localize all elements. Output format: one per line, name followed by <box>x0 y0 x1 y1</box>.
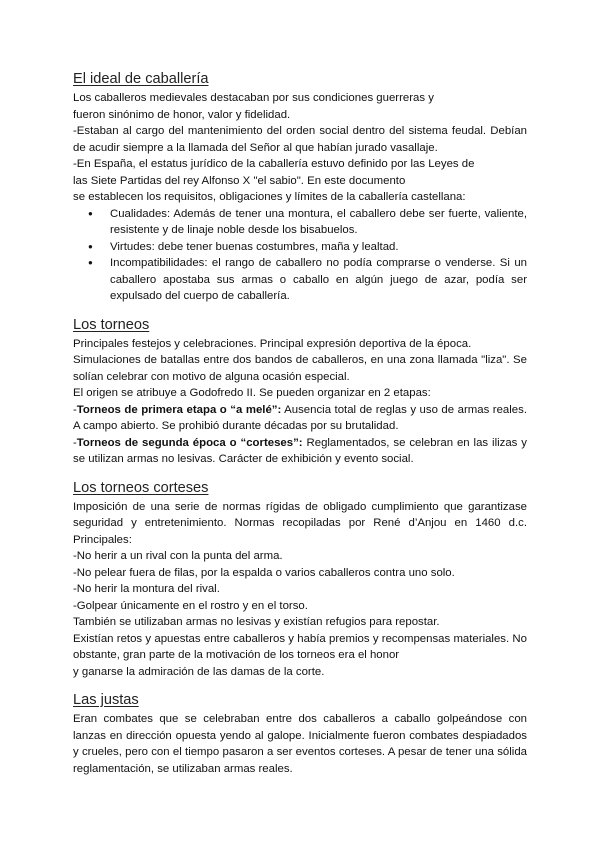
bullet-list <box>73 206 527 305</box>
stage-text: Reglamentados, se celebran en las ilizas y se utilizan armas no lesivas. Carácter de exhibición y evento social. <box>73 436 527 465</box>
section-justas <box>73 691 527 777</box>
stage-paragraph: -Torneos de primera etapa o “a melé”: Ausencia total de reglas y uso de armas reales. A campo abierto. Se prohibió durante décadas por su brutalidad. <box>73 403 527 432</box>
paragraph: -Estaban al cargo del mantenimiento del orden social dentro del sistema feudal. Debían de acudir siempre a la llamada del Señor al que habían jurado vasallaje. <box>73 125 527 154</box>
stage-title: Torneos de primera etapa o “a melé”: <box>76 403 282 416</box>
section-ideal-caballeria <box>73 70 527 305</box>
paragraph: Eran combates que se celebraban entre dos caballeros a caballo golpeándose con lanzas en dirección opuesta yendo al galope. Inicialmente fueron combates despiadados y crueles, pero con el tiempo pasaron a ser eventos corteses. A pesar de tener una sólida reglamentación, se utilizaban armas reales. <box>73 713 527 775</box>
stage-text: Ausencia total de reglas y uso de armas reales. A campo abierto. Se prohibió durante décadas por su brutalidad. <box>73 403 527 432</box>
rule-item: -No herir la montura del rival. <box>73 583 220 595</box>
document-page <box>73 70 527 788</box>
paragraph-line: las Siete Partidas del rey Alfonso X "el sabio". En este documento <box>73 174 406 187</box>
section-heading: Las justas <box>73 692 139 708</box>
bullet-item: ● Cualidades: Además de tener una montura, el caballero debe ser fuerte, valiente, resistente y de linaje noble desde los bisabuelos. <box>110 206 527 239</box>
paragraph: El origen se atribuye a Godofredo II. Se pueden organizar en 2 etapas: <box>73 387 431 399</box>
paragraph-line: -En España, el estatus jurídico de la caballería estuvo definido por las Leyes de <box>73 158 475 170</box>
paragraph: También se utilizaban armas no lesivas y existían refugios para repostar. <box>73 616 440 628</box>
bullet-item: ● Incompatibilidades: el rango de caballero no podía comprarse o venderse. Si un caballero apostaba sus armas o caballo en algún juego de azar, podía ser expulsado del cuerpo de caballería. <box>110 255 527 305</box>
paragraph-line: Los caballeros medievales destacaban por sus condiciones guerreras y <box>73 92 434 104</box>
rule-item: -No pelear fuera de filas, por la espalda o varios caballeros contra uno solo. <box>73 566 455 579</box>
paragraph: Principales festejos y celebraciones. Principal expresión deportiva de la época. <box>73 337 472 350</box>
section-heading: Los torneos corteses <box>73 479 209 496</box>
paragraph-line: fueron sinónimo de honor, valor y fidelidad. <box>73 108 291 121</box>
rule-item: -Golpear únicamente en el rostro y en el torso. <box>73 599 308 612</box>
rule-item: -No herir a un rival con la punta del arma. <box>73 550 283 562</box>
bullet-item: ● Virtudes: debe tener buenas costumbres, maña y lealtad. <box>110 239 527 256</box>
paragraph-line: se establecen los requisitos, obligaciones y límites de la caballería castellana: <box>73 191 466 203</box>
section-torneos <box>73 316 527 468</box>
section-torneos-corteses <box>73 479 527 681</box>
paragraph: Existían retos y apuestas entre caballeros y había premios y recompensas materiales. No obstante, gran parte de la motivación de los torneos era el honor <box>73 632 527 661</box>
stage-paragraph: -Torneos de segunda época o “corteses”: Reglamentados, se celebran en las ilizas y se utilizan armas no lesivas. Carácter de exhibición y evento social. <box>73 436 527 465</box>
stage-title: Torneos de segunda época o “corteses”: <box>76 436 303 449</box>
paragraph-line: y ganarse la admiración de las damas de la corte. <box>73 665 325 678</box>
paragraph: Imposición de una serie de normas rígidas de obligado cumplimiento que garantizase seguridad y entretenimiento. Normas recopiladas por René d’Anjou en 1460 d.c. Principales: <box>73 500 527 546</box>
section-heading: El ideal de caballería <box>73 71 209 87</box>
section-heading: Los torneos <box>73 316 150 333</box>
paragraph: Simulaciones de batallas entre dos bandos de caballeros, en una zona llamada "liza". Se solían celebrar con motivo de alguna ocasión especial. <box>73 354 527 383</box>
